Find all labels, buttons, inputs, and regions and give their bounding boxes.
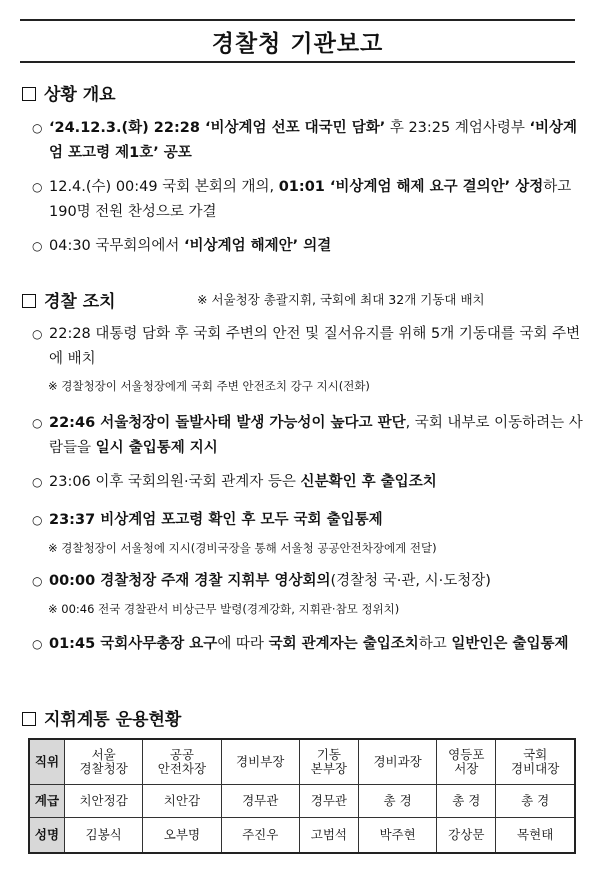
- circle-bullet-icon: ○: [32, 475, 43, 489]
- table-cell: 총 경: [437, 785, 496, 818]
- table-cell: 총 경: [358, 785, 436, 818]
- bold-text-run: 일반인은 출입통제: [451, 636, 569, 652]
- bold-text-run: 01:01 ‘비상계엄 해제 요구 결의안’ 상정: [278, 179, 544, 195]
- table-cell: 오부명: [143, 818, 221, 854]
- table-cell: 치안감: [143, 785, 221, 818]
- section-police-label: 경찰 조치: [44, 292, 116, 312]
- bold-text-run: 신분확인 후 출입조치: [300, 474, 437, 490]
- police-note: ※ 경찰청장이 서울청에 지시(경비국장을 통해 서울청 공공안전차장에게 전달): [48, 541, 437, 555]
- title-box: [20, 19, 575, 63]
- circle-bullet-icon: ○: [32, 637, 43, 651]
- table-cell: 치안정감: [65, 785, 143, 818]
- bold-text-run: ‘24.12.3.(화) 22:28 ‘비상계엄 선포 대국민 담화’: [49, 120, 386, 136]
- table-row: [29, 739, 575, 785]
- table-cell: 경비부장: [221, 739, 299, 785]
- table-cell: 경무관: [221, 785, 299, 818]
- row-header: 직위: [29, 739, 65, 785]
- table-cell: 경비과장: [358, 739, 436, 785]
- bold-text-run: 국회 관계자는 출입조치: [268, 636, 419, 652]
- police-item-text: [49, 632, 584, 657]
- section-command-label: 지휘계통 운용현황: [44, 710, 182, 730]
- section-overview-label: 상황 개요: [44, 85, 116, 105]
- table-cell: 서울 경찰청장: [65, 739, 143, 785]
- circle-bullet-icon: ○: [32, 327, 43, 341]
- police-item: [32, 411, 584, 461]
- circle-bullet-icon: ○: [32, 416, 43, 430]
- police-item: [32, 508, 584, 533]
- table-cell: 주진우: [221, 818, 299, 854]
- police-item: [32, 632, 584, 657]
- page-title: 경찰청 기관보고: [211, 31, 384, 57]
- row-header: 계급: [29, 785, 65, 818]
- table-cell: 기동 본부장: [299, 739, 358, 785]
- table-cell: 강상문: [437, 818, 496, 854]
- checkbox-square-icon: [22, 87, 36, 101]
- text-run: , 국회 내부로 이동하려는 사람들을: [49, 415, 583, 456]
- circle-bullet-icon: ○: [32, 574, 43, 588]
- text-run: 22:28 대통령 담화 후 국회 주변의 안전 및 질서유지를 위해 5개 기동대를 국회 주변에 배치: [49, 326, 581, 367]
- command-table: [28, 738, 576, 854]
- table-cell: 국회 경비대장: [496, 739, 575, 785]
- police-item-text: [49, 508, 584, 533]
- section-police: [22, 287, 116, 312]
- circle-bullet-icon: ○: [32, 239, 43, 253]
- checkbox-square-icon: [22, 712, 36, 726]
- circle-bullet-icon: ○: [32, 513, 43, 527]
- police-item: [32, 569, 584, 594]
- overview-item: [32, 116, 584, 166]
- overview-item-text: [49, 234, 584, 259]
- bold-text-run: 01:45 국회사무총장 요구: [49, 636, 218, 652]
- overview-item: [32, 234, 584, 259]
- text-run: 하고: [418, 636, 452, 652]
- police-note: ※ 00:46 전국 경찰관서 비상근무 발령(경계강화, 지휘관·참모 정위치): [48, 602, 400, 616]
- section-command: [22, 705, 181, 730]
- table-cell: 목현태: [496, 818, 575, 854]
- table-row: [29, 818, 575, 854]
- police-note: ※ 경찰청장이 서울청장에게 국회 주변 안전조치 강구 지시(전화): [48, 379, 370, 393]
- row-header: 성명: [29, 818, 65, 854]
- overview-item-text: [49, 175, 584, 225]
- checkbox-square-icon: [22, 294, 36, 308]
- bold-text-run: 22:46 서울청장이 돌발사태 발생 가능성이 높다고 판단: [49, 415, 406, 431]
- circle-bullet-icon: ○: [32, 121, 43, 135]
- overview-item: [32, 175, 584, 225]
- police-item-text: [49, 569, 584, 594]
- text-run: 04:30 국무회의에서: [49, 238, 185, 254]
- section-police-note: ※ 서울청장 총괄지휘, 국회에 최대 32개 기동대 배치: [197, 292, 485, 307]
- police-item-text: [49, 470, 584, 495]
- bold-text-run: 00:00 경찰청장 주재 경찰 지휘부 영상회의: [49, 573, 331, 589]
- table-cell: 공공 안전차장: [143, 739, 221, 785]
- text-run: 12.4.(수) 00:49 국회 본회의 개의,: [49, 179, 279, 195]
- table-cell: 영등포 서장: [437, 739, 496, 785]
- table-cell: 박주현: [358, 818, 436, 854]
- circle-bullet-icon: ○: [32, 180, 43, 194]
- table-cell: 경무관: [299, 785, 358, 818]
- police-item: [32, 470, 584, 495]
- bold-text-run: ‘비상계엄 포고령 제1호’ 공포: [49, 120, 578, 161]
- table-row: [29, 785, 575, 818]
- bold-text-run: 일시 출입통제 지시: [95, 440, 218, 456]
- police-item-text: [49, 322, 584, 372]
- table-cell: 김봉식: [65, 818, 143, 854]
- bold-text-run: 23:37 비상계엄 포고령 확인 후 모두 국회 출입통제: [49, 512, 383, 528]
- text-run: 후 23:25 계엄사령부: [385, 120, 530, 136]
- overview-item-text: [49, 116, 584, 166]
- text-run: (경찰청 국·관, 시·도청장): [330, 573, 491, 589]
- section-overview: [22, 80, 116, 105]
- table-cell: 고범석: [299, 818, 358, 854]
- police-item-text: [49, 411, 584, 461]
- table-cell: 총 경: [496, 785, 575, 818]
- text-run: 23:06 이후 국회의원·국회 관계자 등은: [49, 474, 301, 490]
- bold-text-run: ‘비상계엄 해제안’ 의결: [184, 238, 332, 254]
- text-run: 하고 190명 전원 찬성으로 가결: [49, 179, 572, 220]
- police-item: [32, 322, 584, 372]
- text-run: 에 따라: [217, 636, 269, 652]
